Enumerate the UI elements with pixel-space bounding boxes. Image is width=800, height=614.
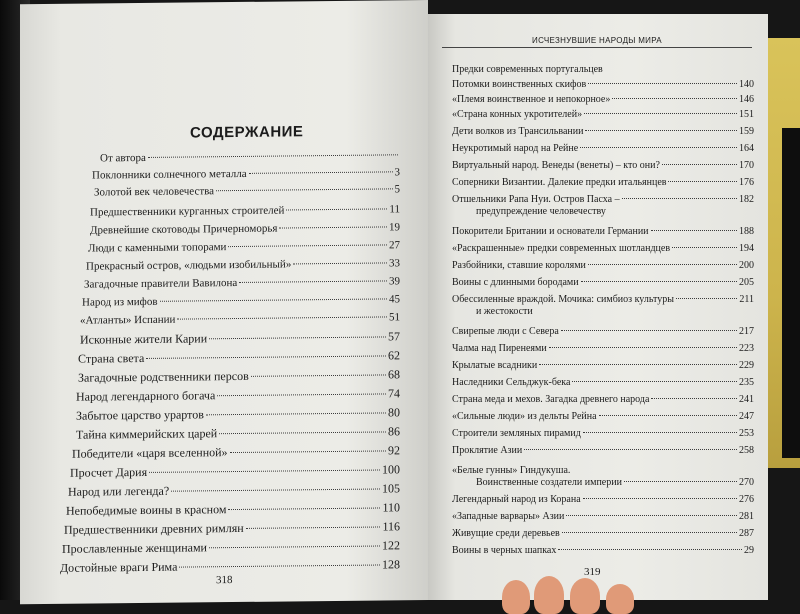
leader-dots	[585, 130, 737, 131]
finger	[502, 580, 530, 614]
toc-entry-page: 57	[388, 329, 400, 344]
toc-entry	[452, 94, 754, 106]
toc-entry-title: и жестокости	[476, 306, 533, 317]
leader-dots	[177, 316, 387, 319]
leader-dots	[624, 481, 737, 482]
toc-entry	[76, 182, 400, 200]
toc-entry-page: 80	[388, 405, 400, 420]
toc-entry-page: 281	[739, 511, 754, 522]
toc-entry	[76, 348, 400, 366]
toc-entry-page: 182	[739, 194, 754, 205]
toc-entry-page: 223	[739, 343, 754, 354]
toc-entry-title: Народ из мифов	[82, 295, 158, 309]
toc-entry-title: «Западные варвары» Азии	[452, 511, 565, 522]
toc-entry	[452, 226, 754, 238]
toc-entry	[76, 310, 400, 328]
leader-dots	[662, 164, 737, 165]
toc-entry	[76, 424, 400, 442]
leader-dots	[206, 412, 386, 415]
toc-entry-page: 27	[389, 239, 400, 252]
leader-dots	[583, 498, 737, 499]
leader-dots	[286, 208, 387, 210]
leader-dots	[668, 181, 737, 182]
toc-entry	[76, 220, 400, 238]
leader-dots	[149, 470, 380, 473]
leader-dots	[651, 398, 737, 399]
toc-entry	[452, 343, 754, 355]
toc-entry	[452, 494, 754, 506]
toc-entry-title: Загадочные правители Вавилона	[84, 276, 238, 291]
toc-entry-title: Предшественники курганных строителей	[90, 204, 285, 219]
leader-dots	[584, 113, 737, 114]
leader-dots	[216, 188, 392, 191]
toc-entry-page: 188	[739, 226, 754, 237]
toc-entry-title: Покорители Британии и основатели Германии	[452, 226, 649, 237]
toc-right-list	[452, 64, 754, 557]
toc-entry-page: 92	[388, 443, 400, 458]
toc-entry-title: предупреждение человечеству	[476, 206, 606, 217]
toc-entry-page: 74	[388, 386, 400, 401]
right-page-number: 319	[584, 566, 601, 578]
toc-entry	[452, 465, 754, 477]
toc-entry	[76, 148, 400, 166]
toc-entry-title: Соперники Византии. Далекие предки итальянцев	[452, 177, 667, 188]
leader-dots	[599, 415, 737, 416]
toc-entry-page: 11	[389, 203, 400, 216]
toc-entry-page: 241	[739, 394, 754, 405]
toc-entry-page: 146	[739, 94, 754, 105]
toc-entry-title: «Племя воинственное и непокорное»	[452, 94, 611, 105]
toc-entry	[452, 260, 754, 272]
toc-entry-title: Воины в черных шапках	[452, 545, 557, 556]
leader-dots	[251, 374, 386, 376]
leader-dots	[179, 565, 380, 568]
toc-entry-title: Обессиленные враждой. Мочика: симбиоз культуры	[452, 294, 674, 305]
toc-entry	[452, 109, 754, 121]
toc-entry	[76, 405, 400, 423]
toc-entry	[452, 394, 754, 406]
toc-entry-title: Достойные враги Рима	[60, 559, 178, 575]
toc-entry-title: Исконные жители Карии	[80, 331, 208, 347]
toc-entry-page: 3	[394, 166, 400, 179]
leader-dots	[228, 244, 387, 247]
toc-entry-continuation	[452, 306, 754, 318]
toc-entry	[76, 165, 400, 183]
leader-dots	[249, 171, 393, 174]
toc-entry	[452, 79, 754, 91]
toc-entry-page: 33	[389, 257, 400, 270]
toc-entry-page: 211	[739, 294, 754, 305]
toc-entry-title: Победители «царя вселенной»	[72, 445, 228, 461]
toc-entry-title: Легендарный народ из Корана	[452, 494, 581, 505]
toc-entry-title: Страна меда и мехов. Загадка древнего народа	[452, 394, 650, 405]
toc-entry	[452, 160, 754, 172]
leader-dots	[580, 147, 737, 148]
toc-entry-title: Прославленные женщинами	[62, 540, 207, 556]
toc-entry-page: 270	[739, 477, 754, 488]
toc-entry-page: 116	[382, 519, 400, 534]
toc-entry-title: Тайна киммерийских царей	[76, 426, 218, 442]
toc-entry-page: 258	[739, 445, 754, 456]
leader-dots	[588, 264, 737, 265]
finger	[570, 578, 600, 614]
toc-entry-title: Просчет Дария	[70, 464, 148, 480]
toc-entry-page: 5	[394, 183, 400, 196]
toc-entry	[76, 274, 400, 292]
leader-dots	[676, 298, 737, 299]
toc-entry-title: Проклятие Азии	[452, 445, 523, 456]
leader-dots	[672, 247, 737, 248]
toc-entry	[452, 126, 754, 138]
toc-entry	[452, 326, 754, 338]
leader-dots	[228, 507, 380, 510]
leader-dots	[622, 198, 737, 199]
toc-entry	[72, 443, 400, 461]
toc-entry	[452, 545, 754, 557]
toc-entry-title: «Страна конных укротителей»	[452, 109, 583, 120]
toc-entry-page: 164	[739, 143, 754, 154]
toc-entry-page: 110	[382, 500, 400, 515]
toc-entry-title: Неукротимый народ на Рейне	[452, 143, 579, 154]
toc-entry-title: Загадочные родственники персов	[78, 368, 249, 385]
leader-dots	[293, 262, 387, 264]
toc-entry	[76, 256, 400, 274]
toc-entry-page: 105	[382, 481, 400, 496]
toc-entry-page: 276	[739, 494, 754, 505]
toc-entry-page: 100	[382, 462, 400, 477]
toc-entry-title: Отшельники Рапа Нуи. Остров Пасха –	[452, 194, 620, 205]
toc-entry	[76, 292, 400, 310]
leader-dots	[171, 489, 380, 492]
toc-entry-title: Древнейшие скотоводы Причерноморья	[90, 222, 278, 237]
toc-entry-title: Свирепые люди с Севера	[452, 326, 559, 337]
finger	[534, 576, 564, 614]
toc-entry	[76, 238, 400, 256]
toc-entry-title: От автора	[100, 151, 146, 165]
toc-entry-title: Виртуальный народ. Венеды (венеты) – кто они?	[452, 160, 660, 171]
right-page	[428, 14, 768, 600]
toc-entry-title: Непобедимые воины в красном	[66, 502, 227, 518]
finger	[606, 584, 634, 614]
toc-entry-title: Дети волков из Трансильвании	[452, 126, 584, 137]
leader-dots	[279, 226, 387, 228]
toc-entry-page: 229	[739, 360, 754, 371]
toc-entry-page: 151	[739, 109, 754, 120]
toc-entry	[452, 194, 754, 206]
toc-entry	[452, 528, 754, 540]
toc-entry	[452, 360, 754, 372]
leader-dots	[651, 230, 737, 231]
toc-entry-title: Воинственные создатели империи	[476, 477, 622, 488]
toc-entry	[452, 377, 754, 389]
toc-entry-title: Народ легендарного богача	[76, 388, 216, 404]
toc-entry	[60, 557, 400, 576]
toc-entry-title: Страна света	[78, 350, 145, 366]
toc-entry	[452, 445, 754, 457]
toc-entry-page: 253	[739, 428, 754, 439]
toc-entry-title: Золотой век человечества	[94, 185, 215, 199]
toc-entry-page: 194	[739, 243, 754, 254]
toc-entry-page: 29	[744, 545, 754, 556]
leader-dots	[558, 549, 742, 550]
toc-entry	[452, 64, 754, 76]
toc-entry-title: «Сильные люди» из дельты Рейна	[452, 411, 597, 422]
toc-entry	[68, 481, 400, 499]
toc-entry-page: 287	[739, 528, 754, 539]
toc-entry	[452, 294, 754, 306]
leader-dots	[539, 364, 737, 365]
toc-entry-title: Предшественники древних римлян	[64, 520, 244, 537]
toc-entry	[452, 143, 754, 155]
leader-dots	[246, 526, 381, 528]
toc-entry	[64, 519, 400, 538]
toc-entry	[76, 386, 400, 404]
left-page-number: 318	[216, 574, 233, 587]
toc-entry-page: 86	[388, 424, 400, 439]
toc-entry-title: «Атланты» Испании	[80, 313, 176, 327]
toc-entry-page: 68	[388, 367, 400, 382]
leader-dots	[588, 83, 737, 84]
leader-dots	[524, 449, 737, 450]
leader-dots	[549, 347, 737, 348]
leader-dots	[160, 298, 387, 301]
toc-entry	[76, 202, 400, 220]
toc-entry	[452, 243, 754, 255]
toc-entry-page: 122	[382, 538, 400, 553]
leader-dots	[562, 532, 737, 533]
toc-entry-page: 45	[389, 293, 400, 306]
leader-dots	[612, 98, 737, 99]
toc-entry	[452, 511, 754, 523]
toc-entry-page: 140	[739, 79, 754, 90]
leader-dots	[217, 393, 386, 396]
leader-dots	[146, 355, 386, 359]
toc-entry-page: 159	[739, 126, 754, 137]
leader-dots	[583, 432, 737, 433]
toc-entry	[452, 177, 754, 189]
toc-entry-title: Чалма над Пиренеями	[452, 343, 547, 354]
reader-fingers	[500, 572, 650, 612]
toc-entry-title: Разбойники, ставшие королями	[452, 260, 586, 271]
leader-dots	[209, 336, 386, 339]
toc-entry-title: Забытое царство урартов	[76, 407, 204, 423]
toc-entry-page: 205	[739, 277, 754, 288]
toc-entry-title: Строители земляных пирамид	[452, 428, 581, 439]
leader-dots	[230, 450, 386, 453]
toc-entry	[62, 538, 400, 557]
toc-entry-page: 217	[739, 326, 754, 337]
toc-entry-page: 39	[389, 275, 400, 288]
toc-entry-page: 62	[388, 348, 400, 363]
leader-dots	[581, 281, 737, 282]
toc-entry-title: Потомки воинственных скифов	[452, 79, 587, 90]
leader-dots	[148, 154, 398, 158]
toc-entry-title: Народ или легенда?	[68, 483, 170, 499]
leader-dots	[566, 515, 737, 516]
toc-entry-title: Живущие среди деревьев	[452, 528, 560, 539]
toc-entry	[76, 367, 400, 385]
toc-entry-continuation	[452, 206, 754, 218]
toc-entry	[70, 462, 400, 480]
leader-dots	[239, 280, 387, 283]
toc-entry-title: Наследники Сельджук-бека	[452, 377, 571, 388]
toc-entry-title: Воины с длинными бородами	[452, 277, 579, 288]
toc-heading: СОДЕРЖАНИЕ	[190, 123, 304, 142]
toc-entry-page: 235	[739, 377, 754, 388]
toc-entry	[452, 277, 754, 289]
toc-entry-page: 128	[382, 557, 400, 572]
toc-entry-page: 200	[739, 260, 754, 271]
leader-dots	[209, 546, 380, 549]
toc-entry-title: «Раскрашенные» предки современных шотландцев	[452, 243, 671, 254]
toc-entry-title: Поклонники солнечного металла	[92, 167, 247, 182]
toc-entry-title: Прекрасный остров, «людьми изобильный»	[86, 258, 292, 273]
toc-entry-page: 170	[739, 160, 754, 171]
toc-entry	[452, 477, 754, 489]
toc-left-list	[60, 148, 400, 575]
left-page	[20, 0, 428, 604]
running-head: ИСЧЕЗНУВШИЕ НАРОДЫ МИРА	[442, 36, 752, 48]
toc-entry-page: 247	[739, 411, 754, 422]
toc-entry	[452, 411, 754, 423]
toc-entry-page: 19	[389, 221, 400, 234]
toc-entry-title: Предки современных португальцев	[452, 64, 603, 75]
leader-dots	[572, 381, 737, 382]
toc-entry	[76, 329, 400, 347]
leader-dots	[219, 431, 386, 434]
toc-entry-page: 176	[739, 177, 754, 188]
toc-entry	[452, 428, 754, 440]
toc-entry-title: Крылатые всадники	[452, 360, 538, 371]
toc-entry-title: «Белые гунны» Гиндукуша.	[452, 465, 571, 476]
toc-entry-page: 51	[389, 311, 400, 324]
toc-entry-title: Люди с каменными топорами	[88, 241, 227, 255]
leader-dots	[561, 330, 737, 331]
toc-entry	[66, 500, 400, 518]
